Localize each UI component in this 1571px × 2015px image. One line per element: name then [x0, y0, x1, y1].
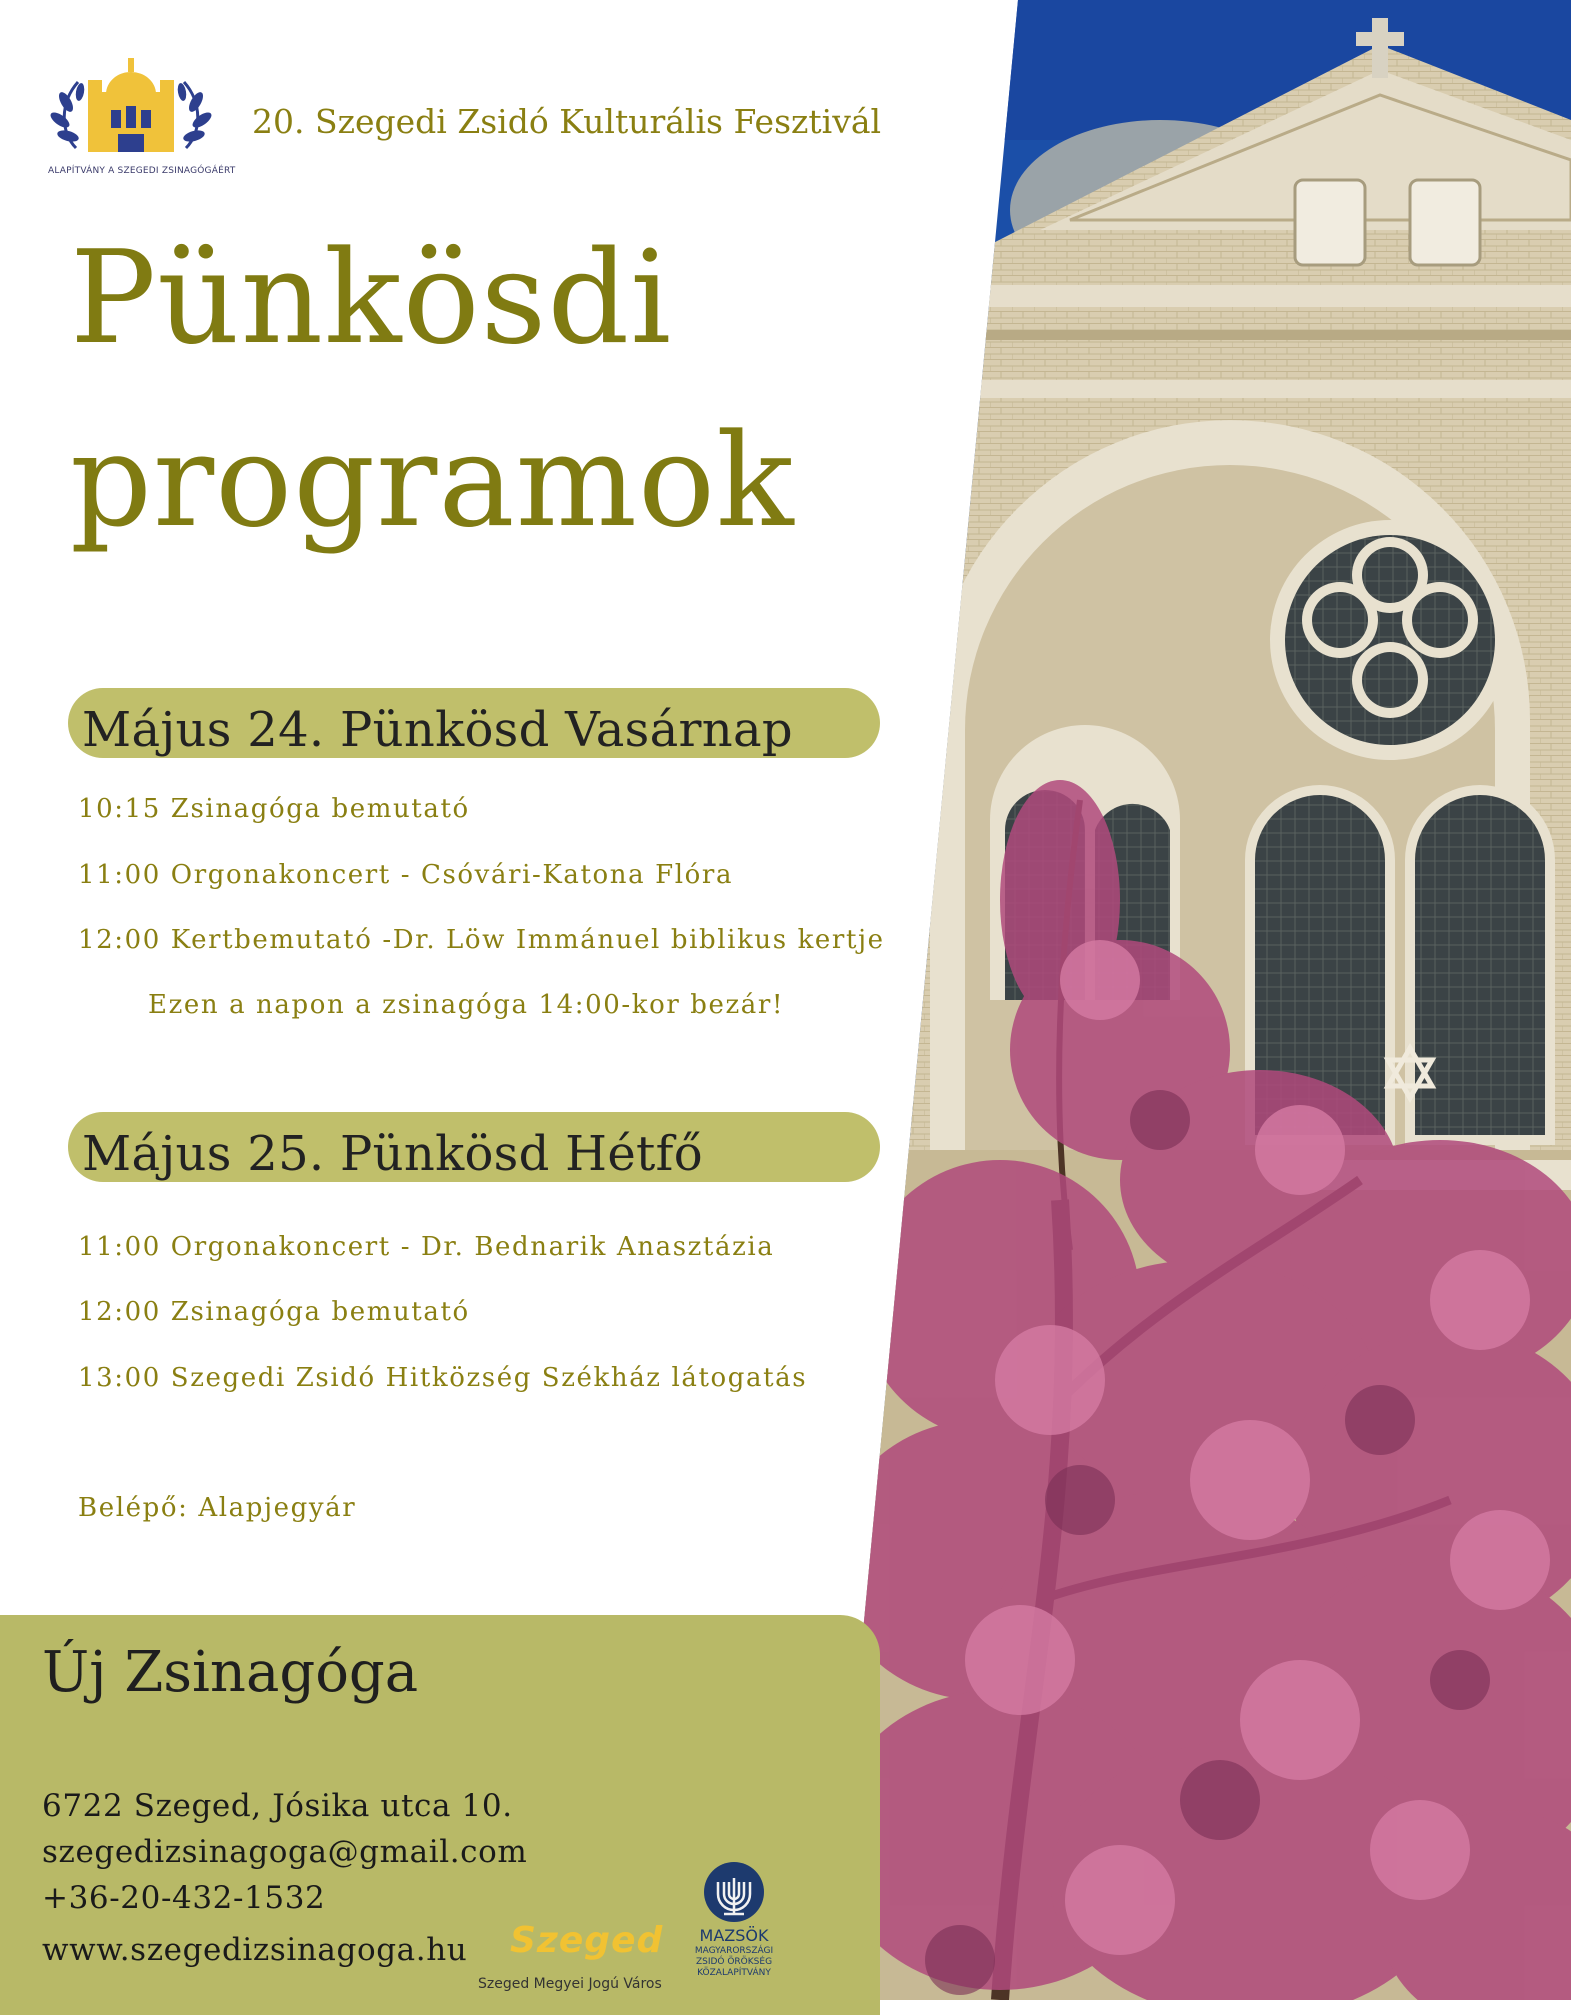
foundation-logo-caption: ALAPÍTVÁNY A SZEGEDI ZSINAGÓGÁÉRT [48, 166, 236, 176]
page-title-line1: Pünkösdi [70, 224, 673, 373]
day-heading: Május 24. Pünkösd Vasárnap [82, 702, 793, 758]
venue-address: 6722 Szeged, Jósika utca 10. [42, 1788, 513, 1824]
mazsok-logo [684, 1858, 784, 1998]
event-item: 10:15 Zsinagóga bemutató [78, 794, 470, 824]
mazsok-name: MAZSÖK [699, 1926, 769, 1945]
festival-title: 20. Szegedi Zsidó Kulturális Fesztivál [252, 102, 882, 141]
event-item: 13:00 Szegedi Zsidó Hitközség Székház látogatás [78, 1363, 808, 1393]
contact-phone[interactable]: +36-20-432-1532 [42, 1880, 326, 1916]
foundation-logo [48, 52, 236, 182]
contact-email[interactable]: szegedizsinagoga@gmail.com [42, 1834, 528, 1870]
website-link[interactable]: www.szegedizsinagoga.hu [42, 1932, 468, 1968]
day-heading: Május 25. Pünkösd Hétfő [82, 1126, 703, 1182]
day-heading-banner [68, 688, 880, 758]
entry-fee: Belépő: Alapjegyár [78, 1493, 357, 1523]
day-heading-banner [68, 1112, 880, 1182]
venue-name: Új Zsinagóga [42, 1640, 419, 1705]
event-item: 11:00 Orgonakoncert - Csóvári-Katona Flóra [78, 860, 734, 890]
menorah-icon [684, 1858, 784, 1924]
mazsok-subtitle: MAGYARORSZÁGI ZSIDÓ ÖRÖKSÉG KÖZALAPÍTVÁNY [694, 1946, 774, 1978]
szeged-logo-wordmark: Szeged [510, 1920, 664, 1961]
szeged-logo-caption: Szeged Megyei Jogú Város [478, 1976, 662, 1992]
event-item: 11:00 Orgonakoncert - Dr. Bednarik Anasztázia [78, 1232, 775, 1262]
page-title-line2: programok [70, 407, 795, 556]
event-item: 12:00 Kertbemutató -Dr. Löw Immánuel biblikus kertje [78, 925, 885, 955]
closing-note: Ezen a napon a zsinagóga 14:00-kor bezár! [148, 990, 784, 1020]
synagogue-logo-icon [48, 52, 214, 164]
event-item: 12:00 Zsinagóga bemutató [78, 1297, 470, 1327]
szeged-city-logo [478, 1920, 668, 2000]
